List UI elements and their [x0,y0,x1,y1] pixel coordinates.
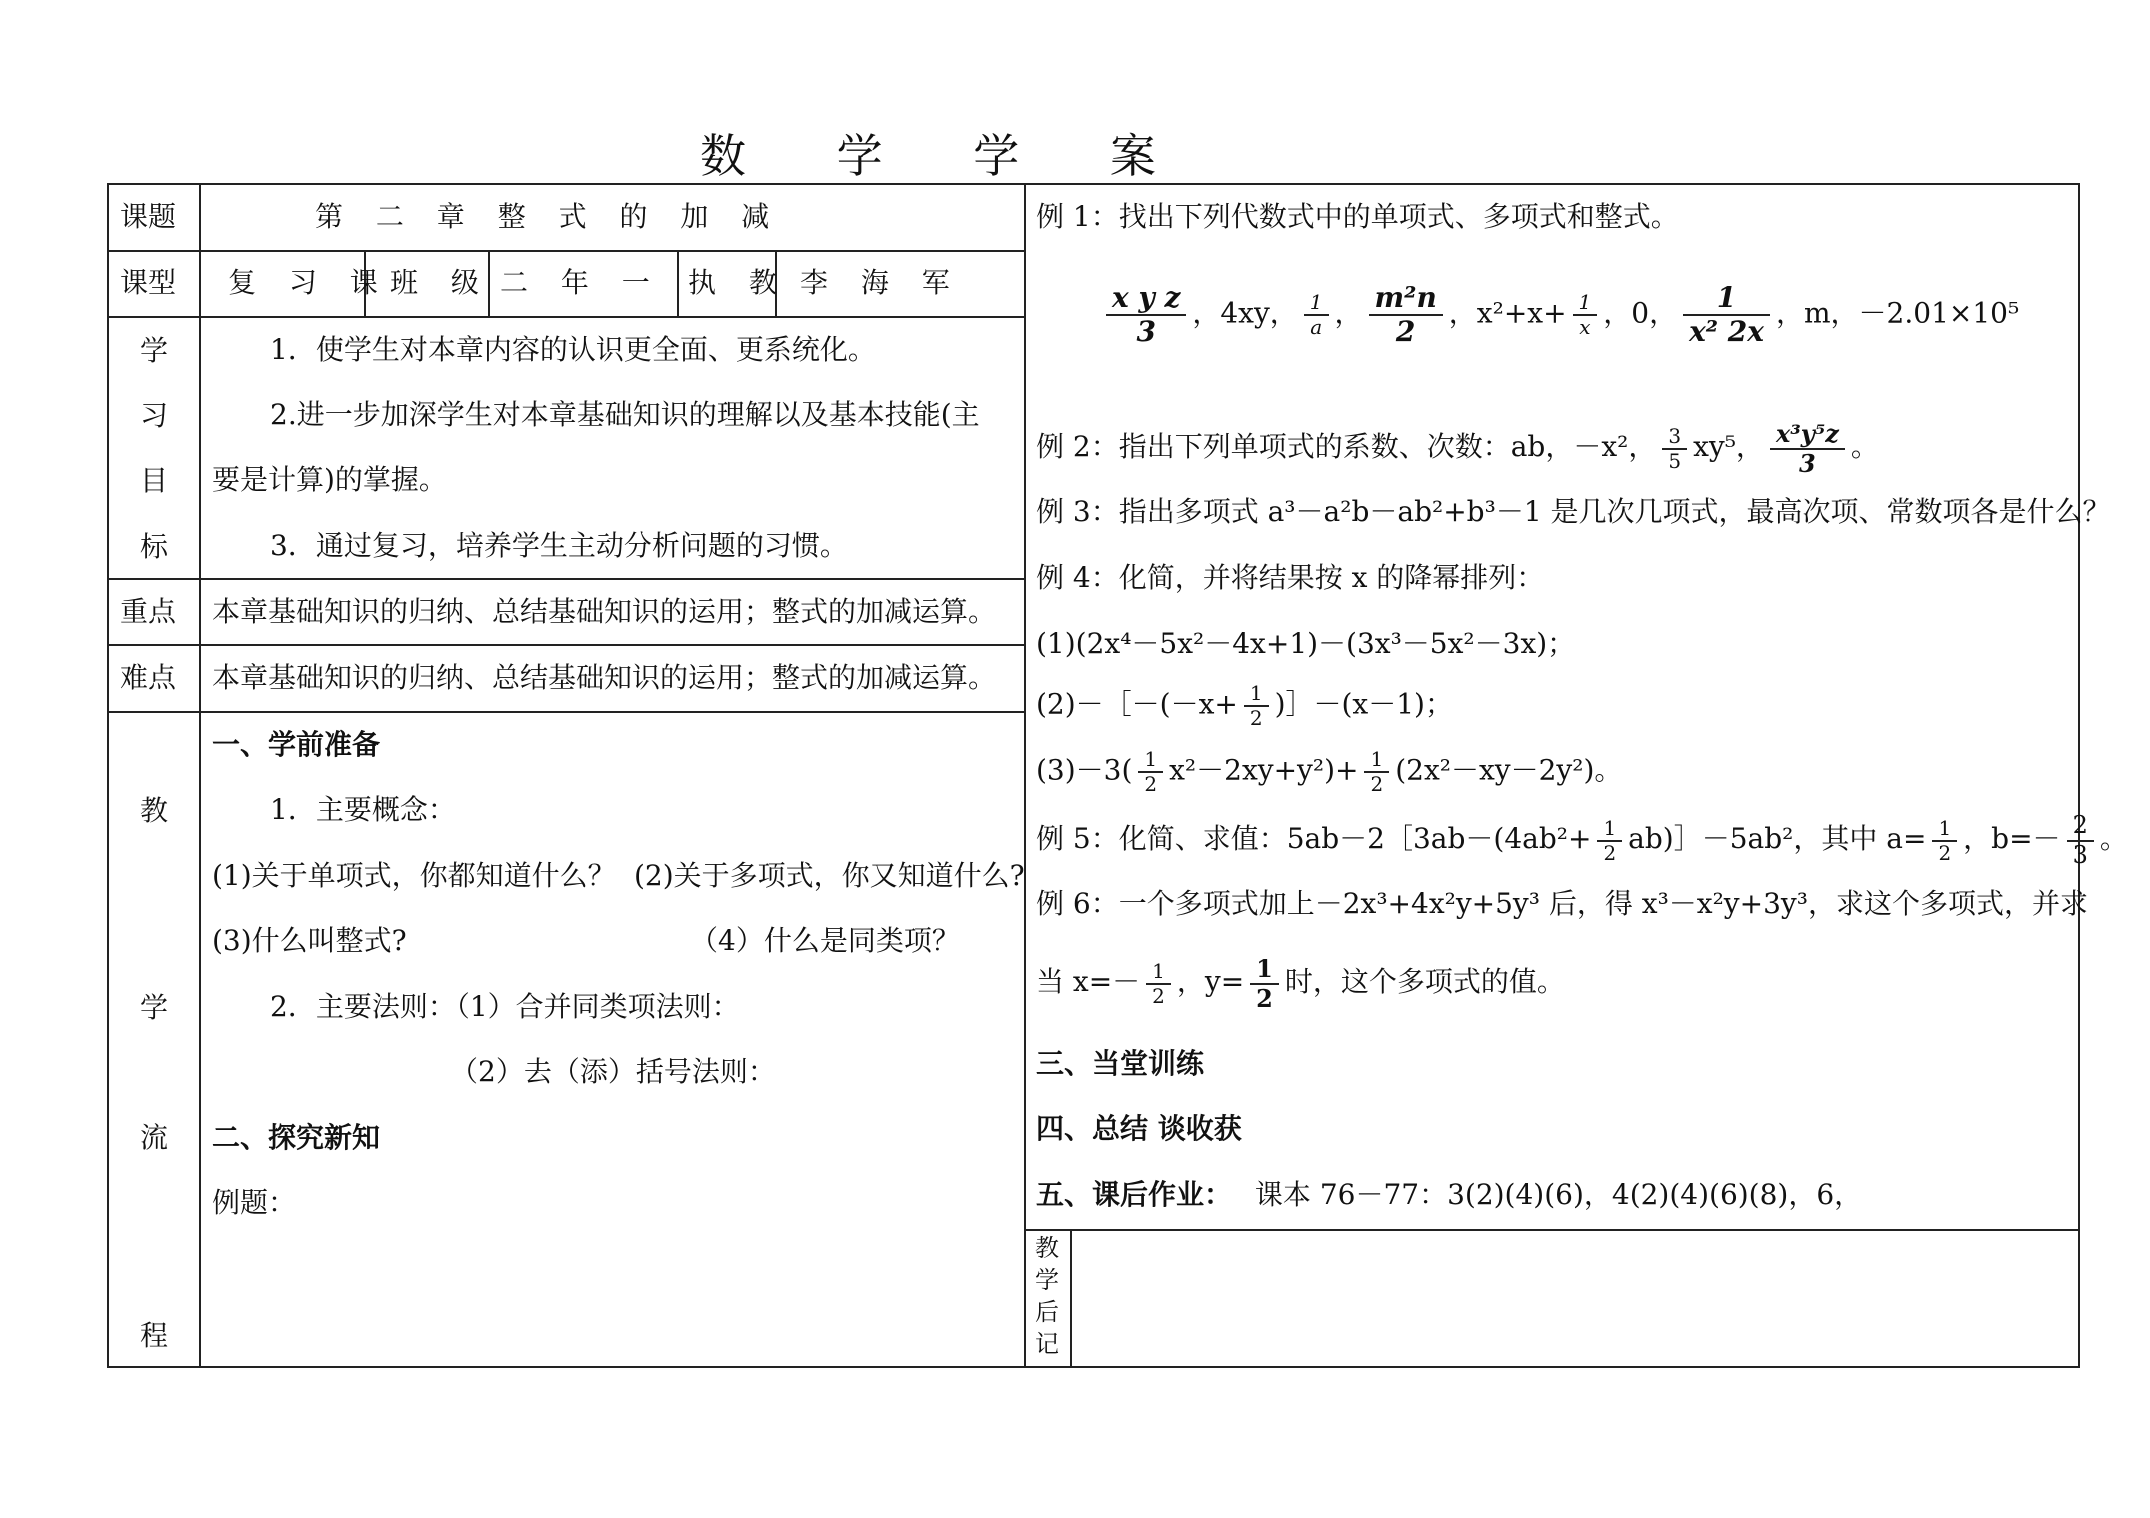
section-5-title: 五、课后作业： [1036,1178,1233,1211]
key-points-label: 重点 [120,595,177,628]
table-bottom-border [107,1366,2080,1368]
question-2: (2)关于多项式，你又知道什么? [634,859,1025,892]
goals-label-char-1: 学 [139,334,168,367]
ex5-fraction-3: $\frac{2}{3}$ [2067,812,2094,869]
process-label-char-4: 程 [139,1319,168,1352]
example-6: 例 6：一个多项式加上－2x³+4x²y+5y³ 后，得 x³－x²y+3y³，求这个多项式，并求 [1036,887,2088,920]
section-5-text: 课本 76－77：3(2)(4)(6)，4(2)(4)(6)(8)，6， [1254,1178,1863,1211]
row-line-3 [107,578,1025,580]
ex5-fraction-1: $\frac{1}{2}$ [1597,817,1622,865]
example-4: 例 4：化简，并将结果按 x 的降幂排列： [1036,561,1545,594]
section-3-title: 三、当堂训练 [1036,1047,1205,1080]
page-title: 数 学 学 案 [700,129,1194,183]
example-2: 例 2：指出下列单项式的系数、次数：ab，－x²， $\frac{3}{5}$ xy⁵， $\frac{\text{x³y⁵z}}{3}$ 。 [1036,419,1879,478]
ex4-3-fraction-2: $\frac{1}{2}$ [1364,748,1389,796]
table-top-border [107,183,2080,185]
row-line-4 [107,644,1025,646]
example-1-expressions: $\frac{\text{x y z}}{3}$ ，4xy， $\frac{1}{a}$ ， $\frac{\text{m²n}}{2}$ ，x²+x+ $\frac{1}{x}$ ，0， $\frac{1}{\text{x² 2x}}$ ，m，－2.01×10⁵ [1100,282,2019,348]
notes-label-divider [1070,1229,1072,1367]
topic-value: 第 二 章 整 式 的 加 减 [315,200,782,233]
ex1-fraction-3: $\frac{\text{m²n}}{2}$ [1369,282,1443,348]
question-1: (1)关于单项式，你都知道什么？ [212,859,616,892]
goals-label-char-3: 目 [139,464,168,497]
ex1-fraction-1: $\frac{\text{x y z}}{3}$ [1106,282,1186,348]
ex6-fraction-2: $\frac{1}{2}$ [1250,955,1279,1012]
section-2-title: 二、探究新知 [212,1121,381,1154]
example-1: 例 1：找出下列代数式中的单项式、多项式和整式。 [1036,200,1679,233]
example-4-part-1: (1)(2x⁴－5x²－4x+1)－(3x³－5x²－3x)； [1036,627,1576,660]
row-line-1 [107,250,1025,252]
teacher-value: 李 海 军 [800,266,962,299]
example-6-line-2: 当 x=－ $\frac{1}{2}$ ，y= $\frac{1}{2}$ 时，这个多项式的值。 [1036,954,1565,1013]
process-label-char-3: 流 [139,1121,168,1154]
difficult-points-label: 难点 [120,661,177,694]
notes-top-line [1024,1229,2079,1231]
notes-label-char-2: 学 [1035,1266,1059,1294]
example-5: 例 5：化简、求值：5ab－2［3ab－(4ab²+ $\frac{1}{2}$ ab)］－5ab²，其中 a= $\frac{1}{2}$ ，b=－ $\frac{2}{3}$ 。 [1036,811,2128,869]
goal-line-2: 2.进一步加深学生对本章基础知识的理解以及基本技能(主 [270,398,980,431]
concepts-title: 1．主要概念： [270,793,456,826]
goal-line-1: 1．使学生对本章内容的认识更全面、更系统化。 [270,333,876,366]
ex1-fraction-4: $\frac{1}{x}$ [1573,291,1598,339]
rule-2: （2）去（添）括号法则： [450,1055,776,1088]
examples-label: 例题： [212,1186,297,1219]
process-label-char-2: 学 [139,991,168,1024]
ex1-fraction-5: $\frac{1}{\text{x² 2x}}$ [1683,282,1770,348]
ex2-fraction-2: $\frac{\text{x³y⁵z}}{3}$ [1770,420,1845,477]
column-divider [1024,183,1026,1368]
goal-line-3: 要是计算)的掌握。 [212,463,447,496]
ex4-3-fraction-1: $\frac{1}{2}$ [1138,748,1163,796]
section-1-title: 一、学前准备 [212,728,381,761]
notes-label-char-4: 记 [1035,1330,1059,1358]
type-row-divider-3 [677,250,679,317]
question-4: （4）什么是同类项？ [690,924,960,957]
row-line-2 [107,316,1025,318]
table-left-border [107,183,109,1368]
topic-label: 课题 [120,200,177,233]
class-value: 二 年 一 [500,266,662,299]
goal-line-4: 3．通过复习，培养学生主动分析问题的习惯。 [270,529,848,562]
example-4-part-3: (3)－3( $\frac{1}{2}$ x²－2xy+y²)+ $\frac{1}{2}$ (2x²－xy－2y²)。 [1036,747,1623,796]
ex5-fraction-2: $\frac{1}{2}$ [1932,817,1957,865]
teacher-label: 执 教 [688,266,789,299]
type-value: 复 习 课 [228,266,390,299]
goals-label-char-4: 标 [139,530,168,563]
key-points-text: 本章基础知识的归纳、总结基础知识的运用；整式的加减运算。 [212,595,997,628]
table-right-border [2078,183,2080,1368]
notes-label-char-3: 后 [1035,1298,1059,1326]
class-label: 班 级 [390,266,491,299]
example-4-part-2: (2)－［－(－x+ $\frac{1}{2}$ )］－(x－1)； [1036,681,1453,730]
section-5 [1036,1178,1862,1212]
difficult-points-text: 本章基础知识的归纳、总结基础知识的运用；整式的加减运算。 [212,661,997,694]
goals-label-char-2: 习 [139,399,168,432]
ex4-2-fraction: $\frac{1}{2}$ [1244,682,1269,730]
label-column-divider [199,183,201,1368]
section-4-title: 四、总结 谈收获 [1036,1112,1242,1145]
ex2-fraction-1: $\frac{3}{5}$ [1662,425,1687,473]
rules-title: 2．主要法则：（1）合并同类项法则： [270,990,740,1023]
question-3: (3)什么叫整式? [212,924,407,957]
type-label: 课型 [120,266,177,299]
row-line-5 [107,711,1025,713]
ex1-fraction-2: $\frac{1}{a}$ [1304,291,1329,339]
process-label-char-1: 教 [139,794,168,827]
teaching-notes-area[interactable] [1073,1232,2077,1365]
ex6-fraction-1: $\frac{1}{2}$ [1146,960,1171,1008]
notes-label-char-1: 教 [1035,1234,1059,1262]
example-3: 例 3：指出多项式 a³－a²b－ab²+b³－1 是几次几项式，最高次项、常数项各是什么？ [1036,495,2111,528]
